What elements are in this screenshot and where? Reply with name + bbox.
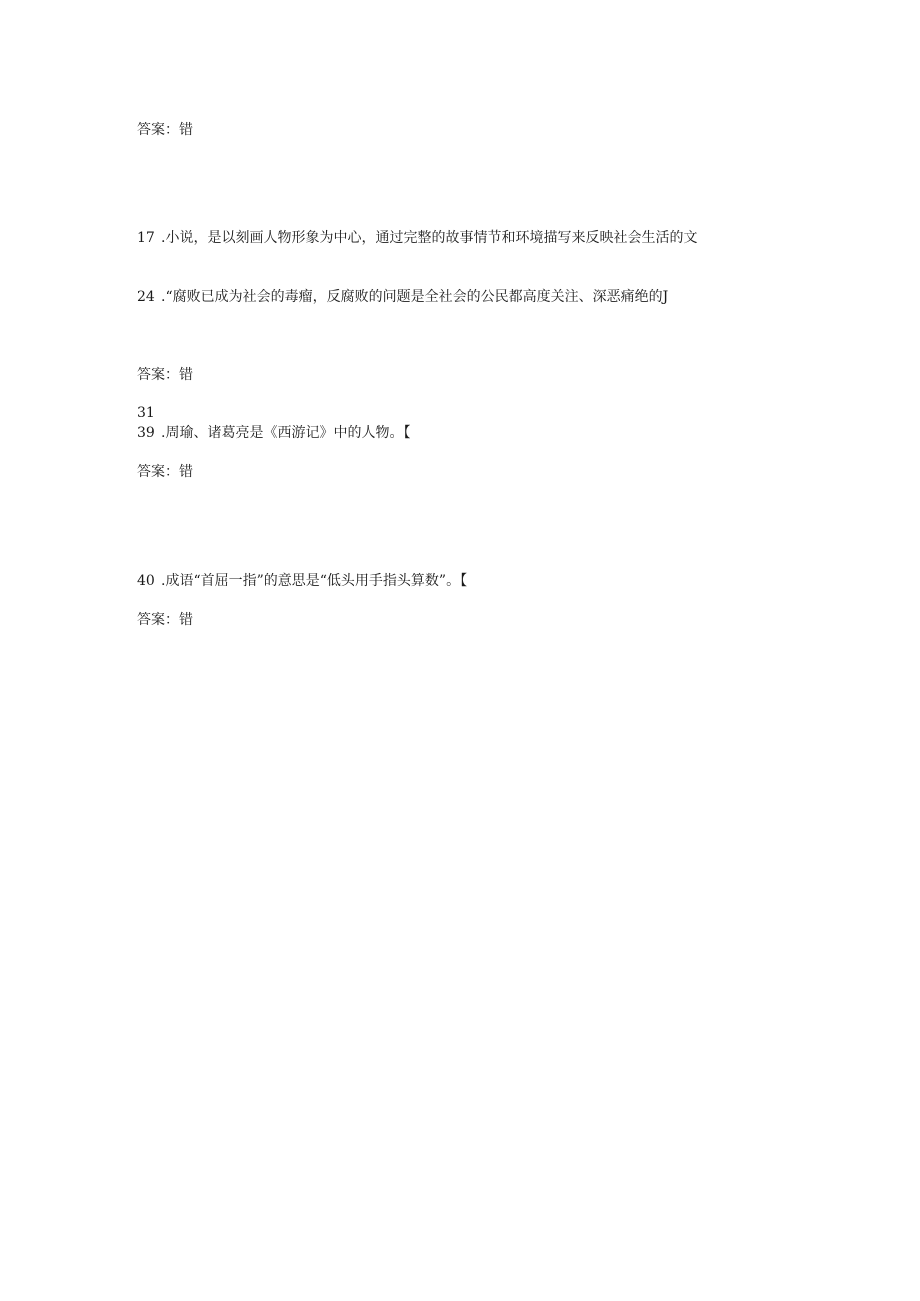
answer-line [137, 611, 193, 629]
answer-text: 答案：错 [137, 464, 193, 480]
answer-text: 答案：错 [137, 612, 193, 628]
question-number: 39 [137, 425, 155, 441]
question-number: 40 [137, 573, 155, 589]
question-text: .周瑜、诸葛亮是《西游记》中的人物。【 [161, 425, 411, 441]
question-40 [137, 572, 467, 590]
answer-line [137, 121, 193, 139]
stray-number [137, 404, 155, 422]
answer-line [137, 463, 193, 481]
stray-text: 31 [137, 405, 155, 421]
question-39 [137, 424, 410, 442]
answer-text: 答案：错 [137, 367, 193, 383]
answer-line [137, 366, 193, 384]
question-text: .成语“首屈一指”的意思是“低头用手指头算数”。【 [161, 573, 468, 589]
question-17 [137, 229, 697, 247]
answer-text: 答案：错 [137, 122, 193, 138]
question-text: .“腐败已成为社会的毒瘤，反腐败的问题是全社会的公民都高度关注、深恶痛绝的J [161, 289, 669, 305]
question-number: 24 [137, 289, 155, 305]
question-text: .小说，是以刻画人物形象为中心，通过完整的故事情节和环境描写来反映社会生活的文 [161, 230, 698, 246]
question-number: 17 [137, 230, 155, 246]
question-24 [137, 288, 668, 306]
